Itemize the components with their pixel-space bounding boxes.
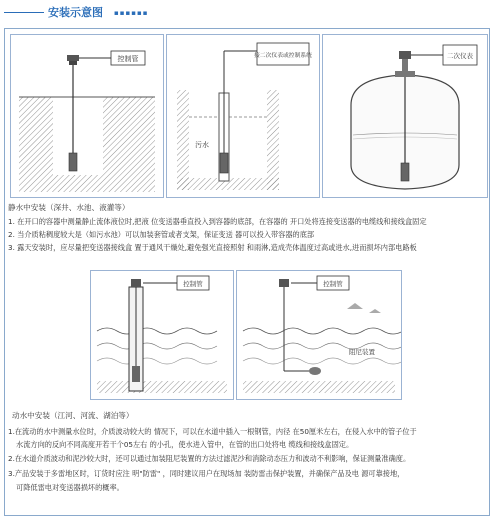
static-item-2: 2. 当介质粘稠度较大是（如污水池）可以加装套管或者支架，保证变送 器可以投入带容器的底部 bbox=[8, 230, 315, 239]
well-floor bbox=[53, 175, 103, 192]
well-drawing bbox=[11, 35, 163, 197]
tank-label: 二次仪表 bbox=[447, 52, 473, 60]
static-item-3: 3. 露天安装时，应尽量把变送器接线盒 置于通风干燥处,避免强光直接照射 和雨淋,造成壳体温度过高或进水,进而损坏内部电路板 bbox=[8, 243, 417, 252]
pool-water-label: 污水 bbox=[195, 141, 209, 149]
pool-label: 接二次仪表或控制系统 bbox=[254, 53, 312, 59]
well-wall-right bbox=[103, 97, 155, 192]
dynamic-item-2: 2.在水道介质波动和泥沙较大时，还可以通过加装阻尼装置的方法过滤泥沙和消除动态压力和波动不利影响，保证测量准确度。 bbox=[8, 454, 411, 463]
tank-drawing bbox=[323, 35, 487, 197]
pool-wall-right bbox=[267, 90, 279, 190]
page-title: 安装示意图 bbox=[48, 6, 103, 19]
diagram-damper-river bbox=[236, 270, 402, 400]
pipe-label: 控制管 bbox=[183, 280, 203, 288]
dynamic-item-1a: 1.在流动的水中测量水位时，介质波动较大的 情况下，可以在水道中插入一根钢管，内径 在50厘米左右，在侵入水中的管子位于 bbox=[8, 427, 417, 436]
diagram-pipe-river bbox=[90, 270, 234, 400]
dynamic-item-1b: 水流方向的反向不同高度开若干个05左右 的小孔，使水进入管中，在管的出口处将电 缆线和接线盒固定。 bbox=[16, 440, 354, 449]
diagram-pool bbox=[166, 34, 320, 198]
damper-drawing bbox=[237, 271, 401, 399]
pipe-transmitter bbox=[131, 279, 141, 287]
diagram-tank bbox=[322, 34, 488, 198]
probe bbox=[69, 153, 77, 171]
header-dots: ▪▪▪▪▪▪ bbox=[114, 9, 149, 17]
well-label: 控制管 bbox=[117, 55, 139, 63]
dynamic-item-3a: 3.产品安装于多雷地区时，订货时应注 明"防雷" ，同时建议用户在现场加 装防雷击保护装置，并确保产品及电 源可靠接地， bbox=[8, 469, 405, 478]
damper-well-label: 控制管 bbox=[323, 280, 343, 288]
well-wall-left bbox=[19, 97, 53, 192]
dynamic-section-title: 动水中安装（江河、河流、湖泊等） bbox=[12, 411, 134, 420]
pipe-drawing bbox=[91, 271, 233, 399]
tank-probe bbox=[401, 163, 409, 181]
tank-transmitter-head bbox=[399, 51, 411, 59]
tank-flange bbox=[395, 71, 415, 77]
section-header bbox=[0, 0, 492, 22]
header-rule bbox=[4, 12, 44, 13]
static-item-1: 1. 在开口的容器中测量静止流体液位时,把液 位变送器垂直投入到容器的底部，在容器的 开口处将连接变送器的电缆线和接线盒固定 bbox=[8, 217, 427, 226]
pool-probe bbox=[220, 153, 228, 173]
damper-label: 阻尼装置 bbox=[349, 348, 375, 356]
dynamic-item-3b: 可降低雷电对变送器损坏的概率。 bbox=[16, 483, 124, 492]
transmitter-head bbox=[67, 55, 79, 61]
damper-transmitter bbox=[279, 279, 289, 287]
pool-drawing bbox=[167, 35, 319, 197]
damper-device bbox=[309, 367, 321, 375]
static-section-title: 静水中安装（深井、水池、液灌等） bbox=[8, 203, 130, 212]
pool-wall-left bbox=[177, 90, 189, 190]
diagram-well bbox=[10, 34, 164, 198]
